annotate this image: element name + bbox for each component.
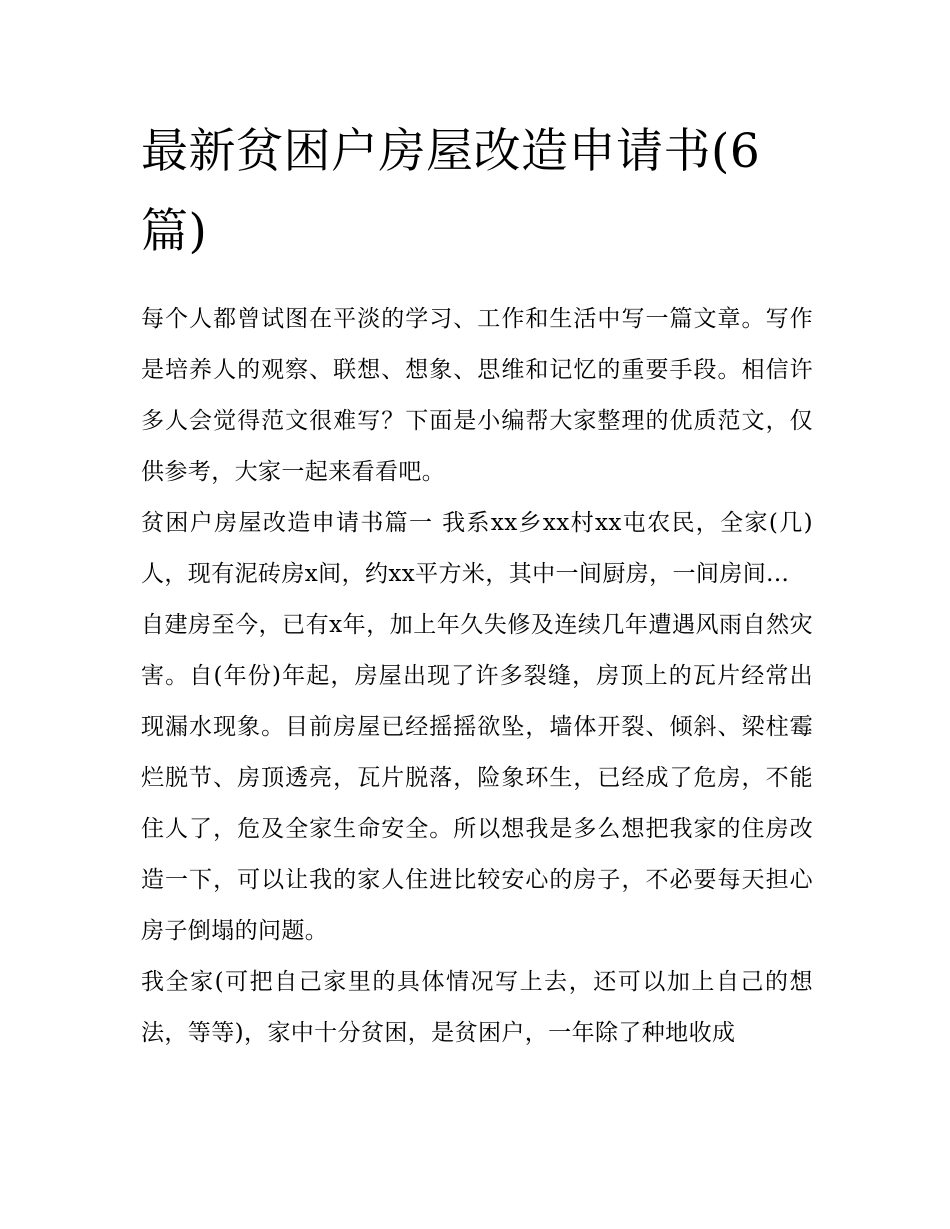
paragraph-family-situation: 我全家(可把自己家里的具体情况写上去，还可以加上自己的想法，等等)，家中十分贫困，是贫困户，一年除了种地收成 bbox=[141, 969, 813, 1046]
document-title: 最新贫困户房屋改造申请书(6篇) bbox=[141, 124, 761, 259]
paragraph-intro: 每个人都曾试图在平淡的学习、工作和生活中写一篇文章。写作是培养人的观察、联想、想象、思维和记忆的重要手段。相信许多人会觉得范文很难写？下面是小编帮大家整理的优质范文，仅供参考，大家一起来看看吧。 bbox=[141, 306, 813, 485]
paragraph-application-opening: 贫困户房屋改造申请书篇一 我系xx乡xx村xx屯农民，全家(几)人，现有泥砖房x间，约xx平方米，其中一间厨房，一间房间... bbox=[141, 510, 813, 587]
document-body bbox=[141, 112, 813, 1059]
paragraph-house-condition: 自建房至今，已有x年，加上年久失修及连续几年遭遇风雨自然灾害。自(年份)年起，房屋出现了许多裂缝，房顶上的瓦片经常出现漏水现象。目前房屋已经摇摇欲坠，墙体开裂、倾斜、梁柱霉烂脱节、房顶透亮，瓦片脱落，险象环生，已经成了危房，不能住人了，危及全家生命安全。所以想我是多么想把我家的住房改造一下，可以让我的家人住进比较安心的房子，不必要每天担心房子倒塌的问题。 bbox=[141, 612, 813, 944]
